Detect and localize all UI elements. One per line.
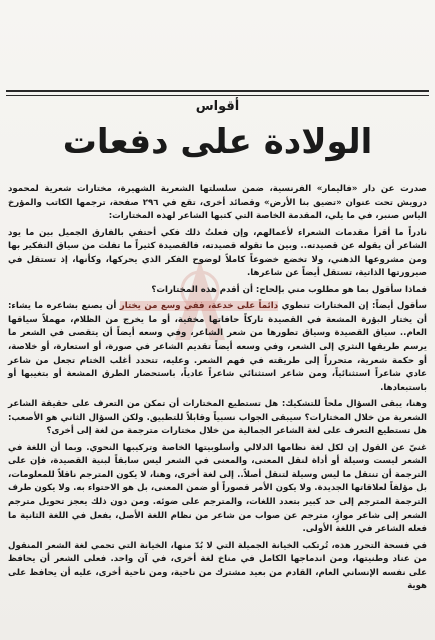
top-rule-thin [6, 95, 429, 96]
paragraph-3: سأقول أيضاً: إن المختارات تنطوي دائماً على خدعة، ففي وسع من يختار أن يصنع بشاعره ما يشاء: أن يختار البؤرة المشعة في القصيدة تاركاً حافاتها مخفية، أو ما يخرج من الظلام، مهملاً سياقها العام.. سياق القصيدة وسياق تطورها من شعر الشاعر، وفي وسعه أيضاً أن يتقصى في الشعر ما يرسم طريقها النثري إلى الشعر، وفي وسعه أيضاً تقديم الشاعر في صورة، أو استعارة، أو خلاصة، أو حكمة شعرية، متحرراً إلى طريقته في فهم الشعر. وعليه، تتحدد أغلب الختام تجعل من شاعر عادي شاعراً استثنائياً، ومن شاعر استثنائي شاعراً عادياً، باستحضار الطرق المشعة أو بتغيبها أو باستبعادها. [8, 301, 427, 393]
paragraph-5: غنيّ عن القول إن لكل لغة نظامها الدلالي وأسلوبيتها الخاصة وتركيبها النحوي. وبما أن اللغة في الشعر ليست وسيلة أو أداة لنقل المعنى، والمعنى في الشعر ليس سابقاً لبنية القصيدة، فإن على الترجمة أن تنتقل ما ليس وسيلة لتنقل أصلاً.. إلى لغة أخرى، وهنا، لا يكون المترجم ناقلاً للمعلومات، بل مؤلفاً لعلاقاتها الجديدة. ولا يكون الأمر قصوراً أو ضمن المعنى، بل هو الاحتواء به. ولا يكون طرف الترجمة المترجم إلى حد كبير بتعدد اللغات، والمترجم على ضوئه. ومن دون ذلك يعجز تحويل مترجم الشعر إلى شاعر موازٍ، مترجم عن صواب من شاعر من نظام اللغة الأصل، بفعل في اللغة الثانية ما فعله الشاعر في اللغة الأولى. [8, 442, 427, 535]
section-label: أقواس [195, 99, 240, 114]
paragraph-6: في فسحة التحرر هذه، تُرتكب الخيانة الجميلة التي لا بُدّ منها، الخيانة التي تحمي لغة الشعر المنقول من عناد وطنيتها، ومن اندماجها الكامل في مناخ لغة أخرى، في آن واحد. فعلى الشعر أن يحافظ على نفسه الإنساني العام، القادم من بعيد مشترك من ناحية، ومن ناحية أخرى، عليه أن يحافظ على هوية [8, 540, 427, 592]
top-rule [6, 90, 429, 92]
article-body [8, 183, 427, 597]
paragraph-1: نادراً ما أقرأ مقدمات الشعراء لأعمالهم، وإن فعلتُ ذلك فكي أحتفي بالفارق الجميل بين ما يود الشاعر أن يقوله عن قصيدته.. وبين ما تقوله قصيدته، فالقصيدة كثيراً ما تفلت من سياق التفكير بها ومن مشروعها الذهني، ولا تخضع خضوعاً كاملاً لوضوح الفكر الذي يحركها، وكأنها، إذ تستقل في صيرورتها الذاتية، تستقل أيضاً عن شاعرها. [8, 227, 427, 279]
paragraph-4: وهنا، يبقى السؤال ملحاً للتشكيك: هل تستطيع المختارات أن تمكن من التعرف على حقيقة الشاعر الشعرية من خلال المختارات؟ سيبقى الجواب نسبياً وقابلاً للتطبيق. ولكن السؤال الثاني هو الأصعب: هل تستطيع التعرف على لغة الشاعر الجمالية من خلال مختارات مترجمة من لغة إلى أخرى؟ [8, 399, 427, 437]
highlighted-phrase: دائماً على خدعة، ففي وسع من يختار [119, 301, 279, 312]
paragraph-intro: صدرت عن دار «فاليمار» الفرنسية، ضمن سلسلتها الشعرية الشهيرة، مختارات شعرية لمحمود درويش تحت عنوان «تضيق بنا الأرض» وقصائد أخرى، تقع في ٢٩٦ صفحة، ترجمها الكاتب والمؤرخ الياس صنبر، في ما يلي، المقدمة الخاصة التي كتبها الشاعر لهذه المختارات: [8, 184, 427, 222]
article-headline: الولادة على دفعات [62, 122, 373, 162]
paragraph-2: فماذا سأقول بما هو مطلوب مني بإلحاح: أن أقدم هذه المختارات؟ [151, 284, 427, 295]
